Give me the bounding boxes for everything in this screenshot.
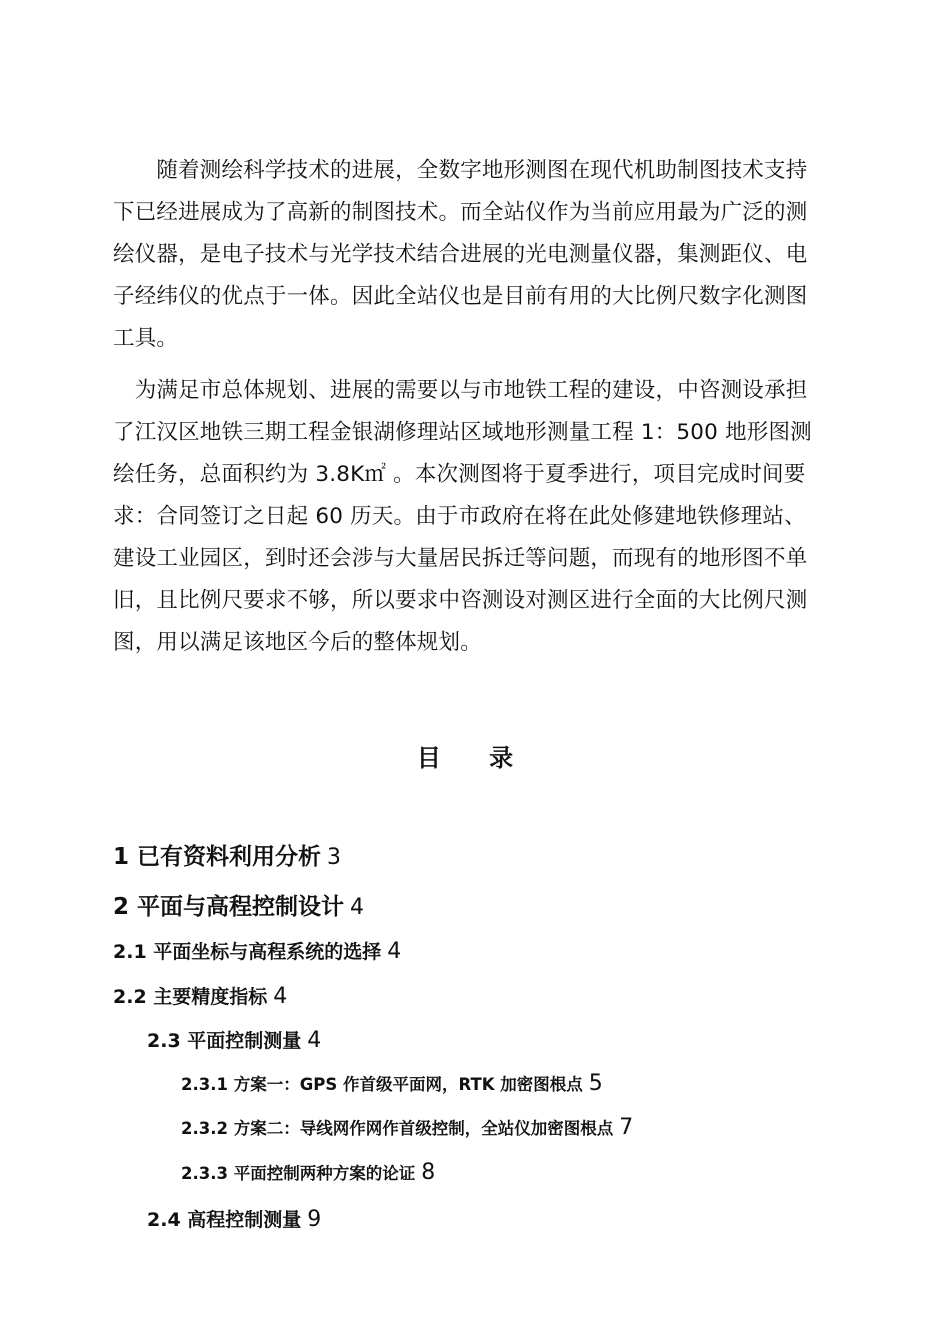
paragraph-line: 下已经进展成为了高新的制图技术。而全站仪作为当前应用最为广泛的测 [113, 200, 808, 225]
toc-entry-label: 1 已有资料利用分析 [113, 844, 322, 870]
toc-entry[interactable] [181, 1071, 603, 1096]
paragraph-line: 了江汉区地铁三期工程金银湖修理站区域地形测量工程 1：500 地形图测 [113, 420, 812, 445]
paragraph-line: 建设工业园区，到时还会涉与大量居民拆迁等问题，而现有的地形图不单 [113, 546, 808, 571]
toc-entry-label: 2.1 平面坐标与高程系统的选择 [113, 941, 382, 963]
toc-entry[interactable] [147, 1205, 321, 1232]
toc-entry-label: 2.3.1 方案一：GPS 作首级平面网，RTK 加密图根点 [181, 1075, 583, 1094]
toc-entry-label: 2.3 平面控制测量 [147, 1030, 302, 1052]
paragraph-line: 子经纬仪的优点于一体。因此全站仪也是目前有用的大比例尺数字化测图 [113, 284, 808, 309]
toc-entry-page: 9 [307, 1207, 322, 1232]
toc-entry-page: 7 [619, 1115, 634, 1140]
toc-entry-label: 2.3.2 方案二：导线网作网作首级控制，全站仪加密图根点 [181, 1119, 614, 1138]
paragraph-line: 为满足市总体规划、进展的需要以与市地铁工程的建设，中咨测设承担 [113, 378, 808, 403]
toc-entry[interactable] [147, 1026, 321, 1053]
paragraph-line: 图，用以满足该地区今后的整体规划。 [113, 630, 482, 655]
toc-entry[interactable] [181, 1160, 435, 1185]
toc-entry[interactable] [181, 1115, 633, 1140]
toc-entry-page: 4 [350, 895, 365, 920]
paragraph-line: 绘仪器，是电子技术与光学技术结合进展的光电测量仪器，集测距仪、电 [113, 242, 808, 267]
toc-entry-label: 2.3.3 平面控制两种方案的论证 [181, 1164, 416, 1183]
intro-paragraph-2 [113, 370, 843, 664]
paragraph-line: 工具。 [113, 326, 179, 351]
toc-entry-page: 4 [273, 984, 288, 1009]
toc-entry[interactable] [113, 838, 341, 871]
toc-entry-page: 5 [588, 1071, 603, 1096]
toc-entry[interactable] [113, 888, 364, 921]
toc-entry-page: 4 [307, 1028, 322, 1053]
paragraph-line: 求：合同签订之日起 60 历天。由于市政府在将在此处修建地铁修理站、 [113, 504, 806, 529]
toc-entry-page: 3 [327, 845, 342, 870]
paragraph-line: 旧，且比例尺要求不够，所以要求中咨测设对测区进行全面的大比例尺测 [113, 588, 808, 613]
toc-entry-page: 4 [387, 939, 402, 964]
toc-entry-label: 2 平面与高程控制设计 [113, 894, 345, 920]
paragraph-line: 随着测绘科学技术的进展，全数字地形测图在现代机助制图技术支持 [113, 158, 808, 183]
toc-entry-page: 8 [421, 1160, 436, 1185]
paragraph-line: 绘任务，总面积约为 3.8K㎡ 。本次测图将于夏季进行，项目完成时间要 [113, 462, 806, 487]
intro-paragraph-1 [113, 150, 843, 360]
toc-entry[interactable] [113, 937, 401, 964]
toc-title: 目 录 [416, 744, 534, 772]
toc-entry-label: 2.2 主要精度指标 [113, 986, 268, 1008]
toc-entry[interactable] [113, 982, 287, 1009]
toc-entry-label: 2.4 高程控制测量 [147, 1209, 302, 1231]
